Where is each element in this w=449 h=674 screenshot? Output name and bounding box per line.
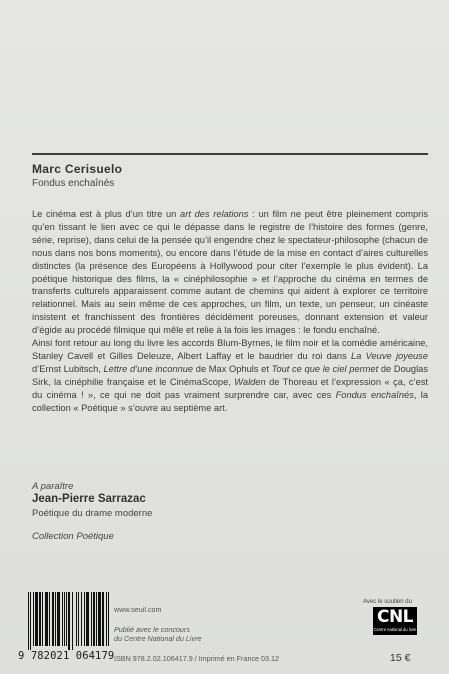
barcode-bar <box>66 592 67 646</box>
barcode-bar <box>49 592 50 646</box>
barcode-bar <box>64 592 65 646</box>
cnl-logo-letters: CNL <box>376 607 414 627</box>
barcode-bar <box>108 592 109 646</box>
barcode-bar <box>62 592 63 646</box>
barcode-bar <box>57 592 60 646</box>
forthcoming-title: Poétique du drame moderne <box>32 508 153 519</box>
barcode-bar <box>55 592 56 646</box>
forthcoming-label: A paraître <box>32 481 74 492</box>
isbn-line: ISBN 978.2.02.106417.9 / Imprimé en France 03.12 <box>114 654 280 663</box>
blurb-text: de Max Ophuls et <box>193 363 272 374</box>
publication-note-line: Publié avec le concours <box>114 625 190 634</box>
collection-name: Collection Poétique <box>32 531 114 542</box>
price: 15 € <box>390 652 411 664</box>
barcode-number: 9 782021 064179 <box>18 650 115 662</box>
publisher-website: www.seuil.com <box>114 605 162 614</box>
barcode-bar <box>52 592 54 646</box>
blurb-text: de Thoreau et l’expression « ça, c’est du cinéma ! », ce qui ne doit pas vraiment surprendre car, avec ces <box>32 376 428 400</box>
blurb-text: , la collection « Poétique » s’ouvre au septième art. <box>32 389 428 413</box>
forthcoming-author: Jean-Pierre Sarrazac <box>32 493 146 505</box>
barcode-bar <box>84 592 85 646</box>
blurb-paragraph-2 <box>32 337 428 414</box>
blurb-text: de Douglas Sirk, la cinéphilie française et le CinémaScope, <box>32 363 428 387</box>
publication-note-line: du Centre National du Livre <box>114 634 202 644</box>
barcode-bar <box>98 592 101 646</box>
cnl-logo-subtitle: Centre national du livre <box>373 627 417 632</box>
barcode-bar <box>106 592 107 646</box>
barcode-bar <box>42 592 43 646</box>
barcode-bar <box>72 592 73 650</box>
barcode-bar <box>30 592 31 650</box>
barcode-bar <box>102 592 104 646</box>
book-title: Fondus enchaînés <box>32 178 115 189</box>
barcode-bar <box>91 592 92 646</box>
barcode-bar <box>76 592 77 646</box>
barcode-bar <box>96 592 97 646</box>
header-rule <box>32 153 428 155</box>
barcode-bar <box>78 592 79 646</box>
blurb-text: Le cinéma est à plus d’un titre un <box>32 209 181 219</box>
blurb-italic-text: Walden <box>234 376 266 387</box>
cnl-caption: Avec le soutien du <box>363 599 412 605</box>
barcode-bar <box>45 592 48 646</box>
blurb-italic-text: La Veuve joyeuse <box>351 350 428 361</box>
barcode-bar <box>93 592 95 646</box>
blurb-italic-text: Lettre d’une inconnue <box>103 363 194 374</box>
blurb-paragraph-1 <box>32 208 428 337</box>
blurb-italic-text: Tout ce que le ciel permet <box>271 363 379 374</box>
blurb-italic-text: art des relations <box>180 209 249 219</box>
blurb-text: : un film ne peut être pleinement compris qu’en tissant le lien avec ce qui le dépasse dans le registre de l’histoire des formes (genre, série, reprise), dans celui de la pensée qu’il engendre chez le spectateur-philosophe (chacun de nous dans nos bons moments), ou encore dans l’étude de la mise en contact d’aires culturelles distinctes (la présence des Européens à Hollywood pour citer l’exemple le plus évident). La poétique historique des films, la « cinéphilosophie » et l’approche du cinéma en termes de transferts culturels apparaissent comme autant de chemins qui aident à explorer ce territoire relationnel. Mais au sein même de ces approches, un film, un texte, un penseur, un cinéaste insistent et franchissent des frontières décidément poreuses, donnant extension et valeur d’égide au procédé filmique qui mêle et relie à la fois les images : le fondu enchaîné. <box>32 209 428 336</box>
barcode-bars <box>18 588 110 650</box>
barcode-bar <box>35 592 38 646</box>
cnl-logo <box>373 607 417 635</box>
barcode-bar <box>81 592 82 646</box>
publication-note <box>114 625 202 644</box>
blurb-text: Ainsi font retour au long du livre les accords Blum-Byrnes, le film noir et la comédie américaine, Stanley Cavell et Gilles Deleuze, Albert Laffay et le baudrier du roi dans <box>32 338 428 361</box>
barcode <box>18 588 115 674</box>
barcode-bar <box>39 592 41 646</box>
book-author: Marc Cerisuelo <box>32 162 123 176</box>
blurb-text: d’Ernst Lubitsch, <box>32 363 104 374</box>
blurb-italic-text: Fondus enchaînés <box>335 389 414 400</box>
barcode-bar <box>86 592 89 646</box>
barcode-bar <box>68 592 70 650</box>
barcode-bar <box>33 592 34 646</box>
barcode-bar <box>28 592 29 650</box>
book-blurb <box>32 208 428 415</box>
